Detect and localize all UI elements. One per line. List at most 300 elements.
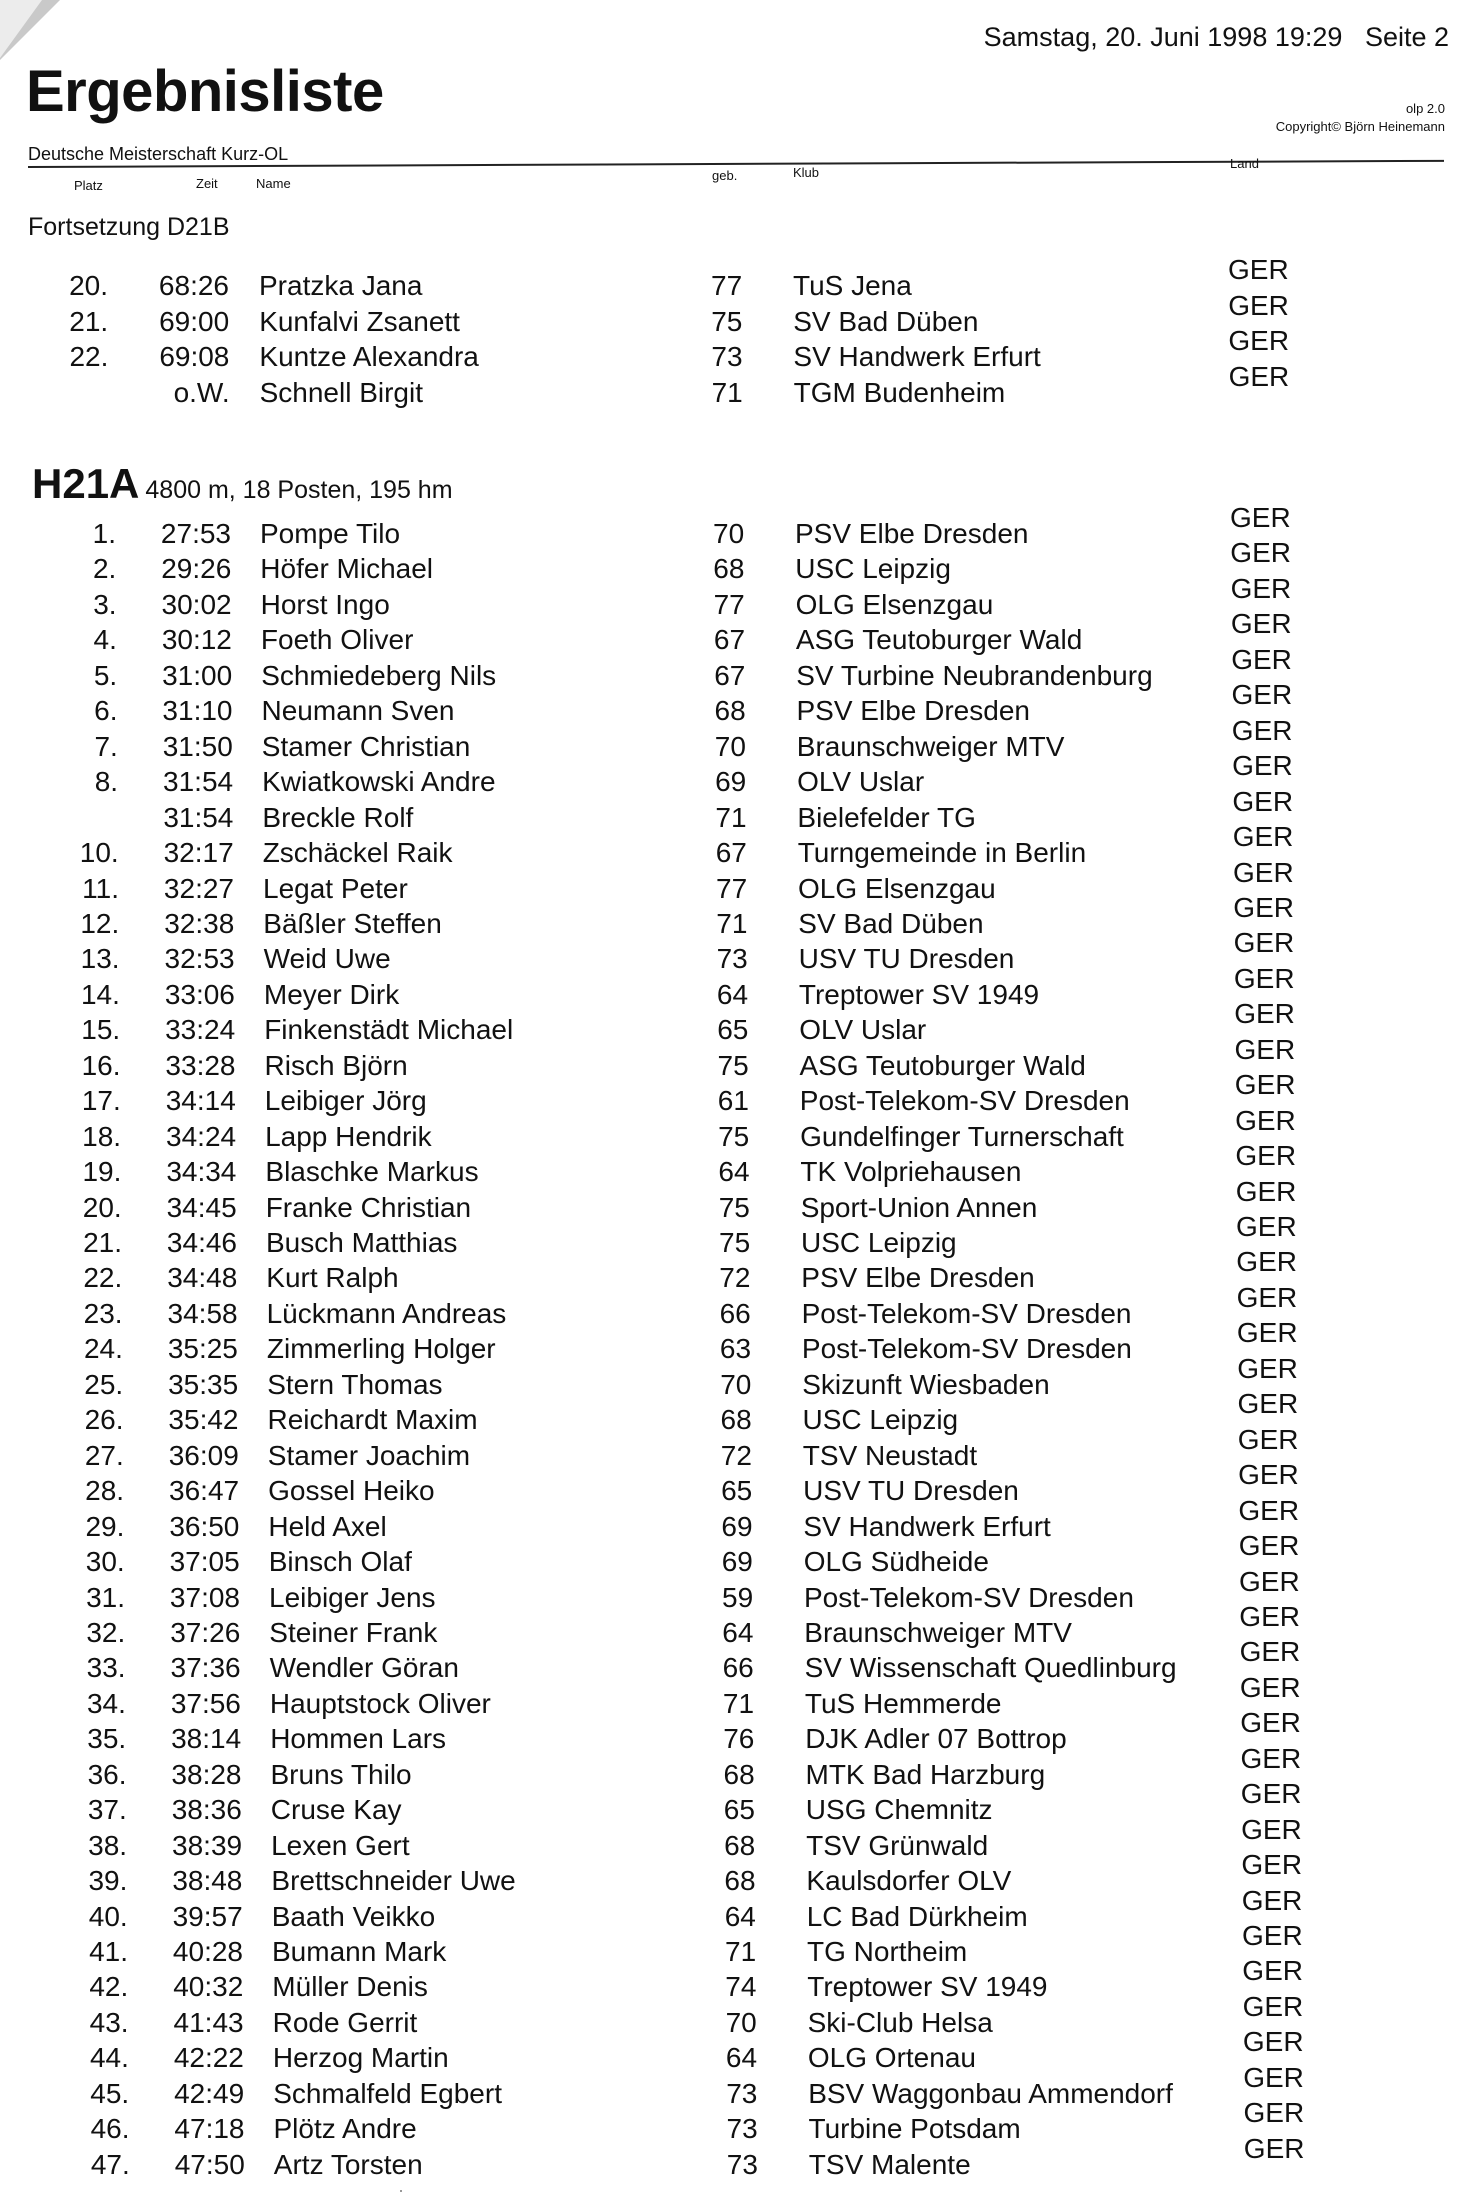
country-code: GER <box>1234 1069 1296 1101</box>
placement: 43. <box>89 2006 129 2038</box>
runner-name: Gossel Heiko <box>268 1475 435 1507</box>
country-code: GER <box>1236 1281 1298 1313</box>
birth-year: 73 <box>726 2148 758 2180</box>
club-name: OLG Ortenau <box>807 2042 976 2074</box>
birth-year: 70 <box>713 518 745 549</box>
software-credit <box>1276 100 1445 135</box>
runner-name: Müller Denis <box>272 1971 428 2003</box>
club-name: TuS Hemmerde <box>804 1687 1002 1719</box>
result-row <box>0 1813 1457 1864</box>
country-code: GER <box>1238 1494 1300 1526</box>
section-header-h21a <box>32 460 453 508</box>
placement: 18. <box>82 1120 122 1152</box>
country-code: GER <box>1238 1530 1300 1562</box>
finish-time: 35:35 <box>168 1368 239 1400</box>
club-name: SV Handwerk Erfurt <box>793 341 1041 372</box>
club-name: MTK Bad Harzburg <box>805 1758 1046 1790</box>
result-row <box>0 1955 1457 2005</box>
club-name: DJK Adler 07 Bottrop <box>805 1723 1067 1755</box>
placement: 4. <box>93 624 117 656</box>
birth-year: 65 <box>721 1475 753 1507</box>
placement: 14. <box>80 978 120 1010</box>
scan-speck <box>400 2190 402 2192</box>
birth-year: 70 <box>714 730 746 762</box>
club-name: Gundelfinger Turnerschaft <box>800 1120 1124 1152</box>
country-code: GER <box>1232 785 1294 817</box>
finish-time: 32:53 <box>164 943 235 975</box>
club-name: TuS Jena <box>793 270 912 301</box>
finish-time: 34:34 <box>166 1156 237 1188</box>
column-header-platz: Platz <box>74 178 103 193</box>
country-code: GER <box>1230 502 1291 533</box>
birth-year: 72 <box>719 1262 751 1294</box>
birth-year: 68 <box>723 1758 755 1790</box>
finish-time: 32:38 <box>164 907 235 939</box>
finish-time: 33:24 <box>165 1014 236 1046</box>
runner-name: Plötz Andre <box>273 2113 417 2145</box>
placement: 27. <box>84 1439 124 1471</box>
runner-name: Brettschneider Uwe <box>271 1865 516 1897</box>
finish-time: 68:26 <box>158 270 229 301</box>
club-name: ASG Teutoburger Wald <box>795 624 1083 656</box>
club-name: SV Bad Düben <box>793 305 979 337</box>
club-name: Treptower SV 1949 <box>798 978 1040 1010</box>
page-corner-fold <box>0 0 60 60</box>
club-name: USV TU Dresden <box>803 1475 1019 1507</box>
placement: 45. <box>90 2077 130 2109</box>
club-name: USC Leipzig <box>795 553 951 585</box>
club-name: Sport-Union Annen <box>800 1191 1038 1223</box>
country-code: GER <box>1230 537 1291 569</box>
finish-time: 47:18 <box>174 2113 245 2145</box>
finish-time: 39:57 <box>172 1900 243 1932</box>
club-name: Ski-Club Helsa <box>807 2006 993 2038</box>
birth-year: 73 <box>726 2077 758 2109</box>
placement: 41. <box>89 1936 128 1967</box>
result-row <box>0 1920 1457 1970</box>
placement: 25. <box>84 1368 124 1400</box>
country-code: GER <box>1235 1140 1297 1172</box>
runner-name: Cruse Kay <box>270 1794 402 1826</box>
club-name: Turbine Potsdam <box>808 2113 1021 2145</box>
finish-time: 38:39 <box>172 1829 243 1861</box>
club-name: LC Bad Dürkheim <box>806 1900 1028 1932</box>
runner-name: Binsch Olaf <box>268 1546 412 1578</box>
birth-year: 71 <box>716 907 748 939</box>
country-code: GER <box>1233 927 1295 959</box>
result-row <box>0 1778 1457 1828</box>
country-code: GER <box>1243 2097 1305 2129</box>
birth-year: 67 <box>715 837 747 869</box>
country-code: GER <box>1239 1600 1300 1632</box>
date-page-line <box>984 22 1449 53</box>
runner-name: Neumann Sven <box>261 695 455 727</box>
class-code: H21A <box>32 460 140 507</box>
birth-year: 66 <box>719 1297 751 1329</box>
birth-year: 75 <box>718 1191 750 1223</box>
runner-name: Kwiatkowski Andre <box>262 766 496 798</box>
club-name: SV Handwerk Erfurt <box>803 1510 1051 1542</box>
country-code: GER <box>1242 2026 1304 2058</box>
placement: 32. <box>86 1616 126 1648</box>
birth-year: 63 <box>719 1333 752 1365</box>
finish-time: 42:49 <box>174 2077 245 2109</box>
column-header-name: Name <box>256 176 291 191</box>
birth-year: 70 <box>720 1368 752 1400</box>
finish-time: o.W. <box>173 376 230 408</box>
placement: 8. <box>94 766 119 798</box>
finish-time: 40:32 <box>173 1971 244 2003</box>
finish-time: 30:02 <box>161 588 232 620</box>
country-code: GER <box>1228 289 1289 321</box>
result-row <box>0 1671 1457 1722</box>
country-code: GER <box>1235 1104 1296 1136</box>
result-row <box>0 2097 1457 2147</box>
result-row <box>0 2132 1457 2183</box>
birth-year: 68 <box>713 553 745 585</box>
result-row <box>0 360 1457 411</box>
birth-year: 75 <box>717 1049 749 1081</box>
country-code: GER <box>1236 1211 1297 1242</box>
club-name: TSV Malente <box>808 2148 971 2180</box>
birth-year: 69 <box>721 1546 753 1578</box>
finish-time: 38:28 <box>171 1758 242 1790</box>
placement: 12. <box>80 907 120 939</box>
placement: 17. <box>81 1085 121 1117</box>
result-row <box>0 1884 1457 1935</box>
club-name: OLV Uslar <box>797 766 925 798</box>
birth-year: 68 <box>714 695 746 727</box>
placement: 23. <box>83 1297 123 1329</box>
placement: 13. <box>80 943 120 975</box>
runner-name: Risch Björn <box>264 1049 408 1081</box>
club-name: TK Volpriehausen <box>800 1156 1022 1188</box>
placement: 42. <box>89 1971 129 2003</box>
club-name: Post-Telekom-SV Dresden <box>804 1581 1134 1613</box>
runner-name: Lexen Gert <box>271 1829 410 1861</box>
finish-time: 35:25 <box>167 1333 238 1365</box>
runner-name: Meyer Dirk <box>263 978 400 1010</box>
country-code: GER <box>1240 1778 1302 1810</box>
birth-year: 72 <box>720 1439 752 1471</box>
finish-time: 31:10 <box>162 695 233 727</box>
result-row <box>0 1990 1457 2041</box>
finish-time: 40:28 <box>172 1936 243 1967</box>
birth-year: 71 <box>725 1936 757 1967</box>
finish-time: 36:09 <box>168 1439 239 1471</box>
runner-name: Wendler Göran <box>269 1652 459 1684</box>
finish-time: 36:50 <box>169 1510 240 1542</box>
runner-name: Stamer Christian <box>261 730 471 762</box>
country-code: GER <box>1242 1920 1303 1951</box>
birth-year: 61 <box>717 1085 749 1117</box>
country-code: GER <box>1231 714 1293 746</box>
country-code: GER <box>1237 1352 1298 1384</box>
placement: 39. <box>88 1865 128 1897</box>
club-name: SV Bad Düben <box>798 907 984 939</box>
birth-year: 67 <box>713 624 746 656</box>
country-code: GER <box>1237 1388 1299 1420</box>
result-row <box>0 1849 1457 1899</box>
birth-year: 75 <box>718 1120 750 1152</box>
club-name: PSV Elbe Dresden <box>801 1262 1035 1294</box>
placement: 24. <box>83 1333 123 1365</box>
placement: 29. <box>85 1510 125 1542</box>
birth-year: 77 <box>713 588 745 620</box>
country-code: GER <box>1241 1813 1302 1845</box>
runner-name: Horst Ingo <box>260 588 390 620</box>
club-name: TSV Grünwald <box>806 1829 989 1861</box>
birth-year: 71 <box>711 376 743 408</box>
finish-time: 34:45 <box>166 1191 237 1223</box>
birth-year: 64 <box>716 978 749 1010</box>
runner-name: Franke Christian <box>265 1191 472 1223</box>
runner-name: Baath Veikko <box>271 1900 436 1932</box>
birth-year: 73 <box>716 943 748 975</box>
country-code: GER <box>1243 2132 1305 2164</box>
placement: 16. <box>81 1049 121 1081</box>
birth-year: 70 <box>725 2006 757 2038</box>
software-version: olp 2.0 <box>1405 101 1445 116</box>
result-row <box>0 1636 1457 1686</box>
placement: 6. <box>94 695 118 727</box>
club-name: Kaulsdorfer OLV <box>806 1865 1012 1897</box>
club-name: SV Wissenschaft Quedlinburg <box>804 1652 1177 1684</box>
runner-name: Hommen Lars <box>270 1723 447 1755</box>
club-name: Turngemeinde in Berlin <box>797 837 1087 869</box>
club-name: SV Turbine Neubrandenburg <box>796 659 1153 691</box>
placement: 20. <box>82 1191 122 1223</box>
country-code: GER <box>1235 1175 1297 1207</box>
runner-name: Kuntze Alexandra <box>259 341 479 372</box>
country-code: GER <box>1236 1317 1298 1349</box>
runner-name: Busch Matthias <box>266 1227 458 1258</box>
placement: 34. <box>86 1687 126 1719</box>
finish-time: 38:36 <box>171 1794 242 1826</box>
finish-time: 32:27 <box>163 872 234 904</box>
finish-time: 38:14 <box>171 1723 242 1755</box>
finish-time: 69:08 <box>159 341 230 372</box>
column-header-zeit: Zeit <box>196 176 218 191</box>
country-code: GER <box>1241 1884 1303 1916</box>
placement: 5. <box>93 659 118 691</box>
finish-time: 36:47 <box>169 1475 240 1507</box>
runner-name: Zschäckel Raik <box>262 837 453 869</box>
country-code: GER <box>1228 325 1290 356</box>
result-row <box>0 1742 1457 1793</box>
country-code: GER <box>1240 1707 1301 1739</box>
finish-time: 33:28 <box>165 1049 236 1081</box>
club-name: Braunschweiger MTV <box>796 730 1065 762</box>
finish-time: 37:26 <box>170 1616 241 1648</box>
placement: 46. <box>90 2113 130 2145</box>
country-code: GER <box>1240 1742 1302 1774</box>
finish-time: 31:54 <box>163 801 234 833</box>
placement: 19. <box>82 1156 122 1188</box>
country-code: GER <box>1233 891 1294 923</box>
birth-year: 71 <box>715 801 747 833</box>
finish-time: 31:54 <box>163 766 234 798</box>
country-code: GER <box>1241 1849 1303 1881</box>
club-name: OLV Uslar <box>799 1014 927 1046</box>
club-name: ASG Teutoburger Wald <box>799 1049 1086 1081</box>
placement: 44. <box>89 2042 129 2074</box>
runner-name: Held Axel <box>268 1510 387 1542</box>
print-datetime: Samstag, 20. Juni 1998 19:29 <box>983 22 1343 52</box>
section-title-continued: Fortsetzung D21B <box>28 213 230 241</box>
birth-year: 64 <box>722 1616 754 1648</box>
runner-name: Leibiger Jörg <box>264 1085 427 1117</box>
birth-year: 73 <box>726 2113 758 2145</box>
runner-name: Blaschke Markus <box>265 1156 479 1188</box>
runner-name: Zimmerling Holger <box>266 1333 496 1365</box>
country-code: GER <box>1238 1459 1299 1491</box>
placement: 2. <box>92 553 117 585</box>
runner-name: Lapp Hendrik <box>265 1120 432 1152</box>
club-name: TG Northeim <box>807 1936 968 1967</box>
column-header-land: Land <box>1230 156 1259 171</box>
country-code: GER <box>1239 1636 1301 1668</box>
runner-name: Leibiger Jens <box>269 1581 436 1613</box>
finish-time: 31:00 <box>162 659 233 691</box>
birth-year: 59 <box>722 1581 754 1613</box>
placement: 11. <box>82 872 119 904</box>
finish-time: 33:06 <box>164 978 235 1010</box>
finish-time: 37:08 <box>169 1581 240 1613</box>
finish-time: 31:50 <box>162 730 233 762</box>
runner-name: Legat Peter <box>263 872 408 904</box>
birth-year: 67 <box>714 659 746 691</box>
country-code: GER <box>1242 1990 1304 2022</box>
club-name: Skizunft Wiesbaden <box>802 1368 1050 1400</box>
birth-year: 76 <box>723 1723 755 1755</box>
copyright-notice: Copyright© Björn Heinemann <box>1275 118 1445 134</box>
runner-name: Finkenstädt Michael <box>264 1014 514 1046</box>
runner-name: Bruns Thilo <box>270 1758 412 1790</box>
country-code: GER <box>1232 750 1293 782</box>
placement: 10. <box>79 837 119 869</box>
birth-year: 74 <box>725 1971 757 2003</box>
club-name: Post-Telekom-SV Dresden <box>801 1297 1132 1329</box>
club-name: OLG Elsenzgau <box>795 588 994 620</box>
club-name: Post-Telekom-SV Dresden <box>801 1333 1132 1365</box>
finish-time: 37:05 <box>169 1546 240 1578</box>
runner-name: Bumann Mark <box>272 1936 447 1967</box>
page-number: Seite 2 <box>1364 22 1449 52</box>
course-info: 4800 m, 18 Posten, 195 hm <box>145 476 453 504</box>
birth-year: 68 <box>724 1865 756 1897</box>
birth-year: 68 <box>720 1404 752 1436</box>
birth-year: 69 <box>715 766 747 798</box>
finish-time: 29:26 <box>161 553 232 585</box>
column-header-geb: geb. <box>712 168 738 183</box>
placement: 15. <box>81 1014 121 1046</box>
runner-name: Kurt Ralph <box>266 1262 399 1294</box>
finish-time: 34:24 <box>166 1120 237 1152</box>
club-name: BSV Waggonbau Ammendorf <box>808 2077 1173 2109</box>
placement: 20. <box>69 270 108 301</box>
birth-year: 77 <box>711 270 743 301</box>
runner-name: Schnell Birgit <box>259 376 423 408</box>
runner-name: Bäßler Steffen <box>263 907 442 939</box>
country-code: GER <box>1237 1423 1299 1455</box>
runner-name: Hauptstock Oliver <box>269 1687 491 1719</box>
country-code: GER <box>1231 643 1292 675</box>
placement: 28. <box>85 1475 125 1507</box>
finish-time: 30:12 <box>161 624 232 656</box>
placement: 3. <box>93 588 117 620</box>
birth-year: 77 <box>716 872 748 904</box>
column-header-klub: Klub <box>793 165 820 180</box>
runner-name: Schmiedeberg Nils <box>261 659 497 691</box>
birth-year: 64 <box>718 1156 750 1188</box>
runner-name: Herzog Martin <box>272 2042 449 2074</box>
runner-name: Weid Uwe <box>263 943 391 975</box>
club-name: PSV Elbe Dresden <box>795 518 1029 549</box>
country-code: GER <box>1234 998 1295 1030</box>
birth-year: 71 <box>722 1687 755 1719</box>
finish-time: 35:42 <box>168 1404 239 1436</box>
birth-year: 65 <box>723 1794 755 1826</box>
birth-year: 64 <box>725 2042 758 2074</box>
placement: 30. <box>85 1546 125 1578</box>
club-name: OLG Südheide <box>803 1546 989 1578</box>
club-name: USG Chemnitz <box>805 1794 993 1826</box>
finish-time: 34:58 <box>167 1297 238 1329</box>
runner-name: Reichardt Maxim <box>267 1404 478 1436</box>
club-name: Post-Telekom-SV Dresden <box>799 1085 1130 1117</box>
runner-name: Rode Gerrit <box>272 2006 418 2038</box>
result-row <box>0 2061 1457 2112</box>
club-name: USC Leipzig <box>801 1227 957 1258</box>
finish-time: 34:14 <box>165 1085 236 1117</box>
result-row <box>0 1600 1457 1651</box>
placement: 22. <box>69 341 109 372</box>
finish-time: 34:48 <box>167 1262 238 1294</box>
placement: 7. <box>94 730 118 762</box>
club-name: Bielefelder TG <box>797 801 976 833</box>
placement: 26. <box>84 1404 124 1436</box>
placement: 47. <box>90 2148 130 2180</box>
birth-year: 75 <box>719 1227 751 1258</box>
finish-time: 37:36 <box>170 1652 241 1684</box>
country-code: GER <box>1239 1671 1301 1703</box>
placement: 31. <box>86 1581 125 1613</box>
runner-name: Steiner Frank <box>269 1616 438 1648</box>
birth-year: 66 <box>722 1652 754 1684</box>
country-code: GER <box>1243 2061 1304 2093</box>
runner-name: Pratzka Jana <box>259 270 423 301</box>
placement: 21. <box>83 1227 122 1258</box>
birth-year: 68 <box>724 1829 756 1861</box>
runner-name: Stern Thomas <box>267 1368 443 1400</box>
runner-name: Pompe Tilo <box>260 518 401 549</box>
page-title: Ergebnisliste <box>26 59 384 124</box>
placement: 40. <box>88 1900 128 1932</box>
country-code: GER <box>1232 821 1294 853</box>
country-code: GER <box>1239 1565 1300 1597</box>
country-code: GER <box>1233 856 1294 888</box>
runner-name: Schmalfeld Egbert <box>273 2077 502 2109</box>
placement: 37. <box>87 1794 127 1826</box>
birth-year: 65 <box>717 1014 749 1046</box>
club-name: USC Leipzig <box>802 1404 959 1436</box>
country-code: GER <box>1242 1955 1303 1987</box>
finish-time: 69:00 <box>159 305 230 337</box>
country-code: GER <box>1230 572 1292 604</box>
runner-name: Foeth Oliver <box>260 624 414 656</box>
placement: 38. <box>88 1829 128 1861</box>
